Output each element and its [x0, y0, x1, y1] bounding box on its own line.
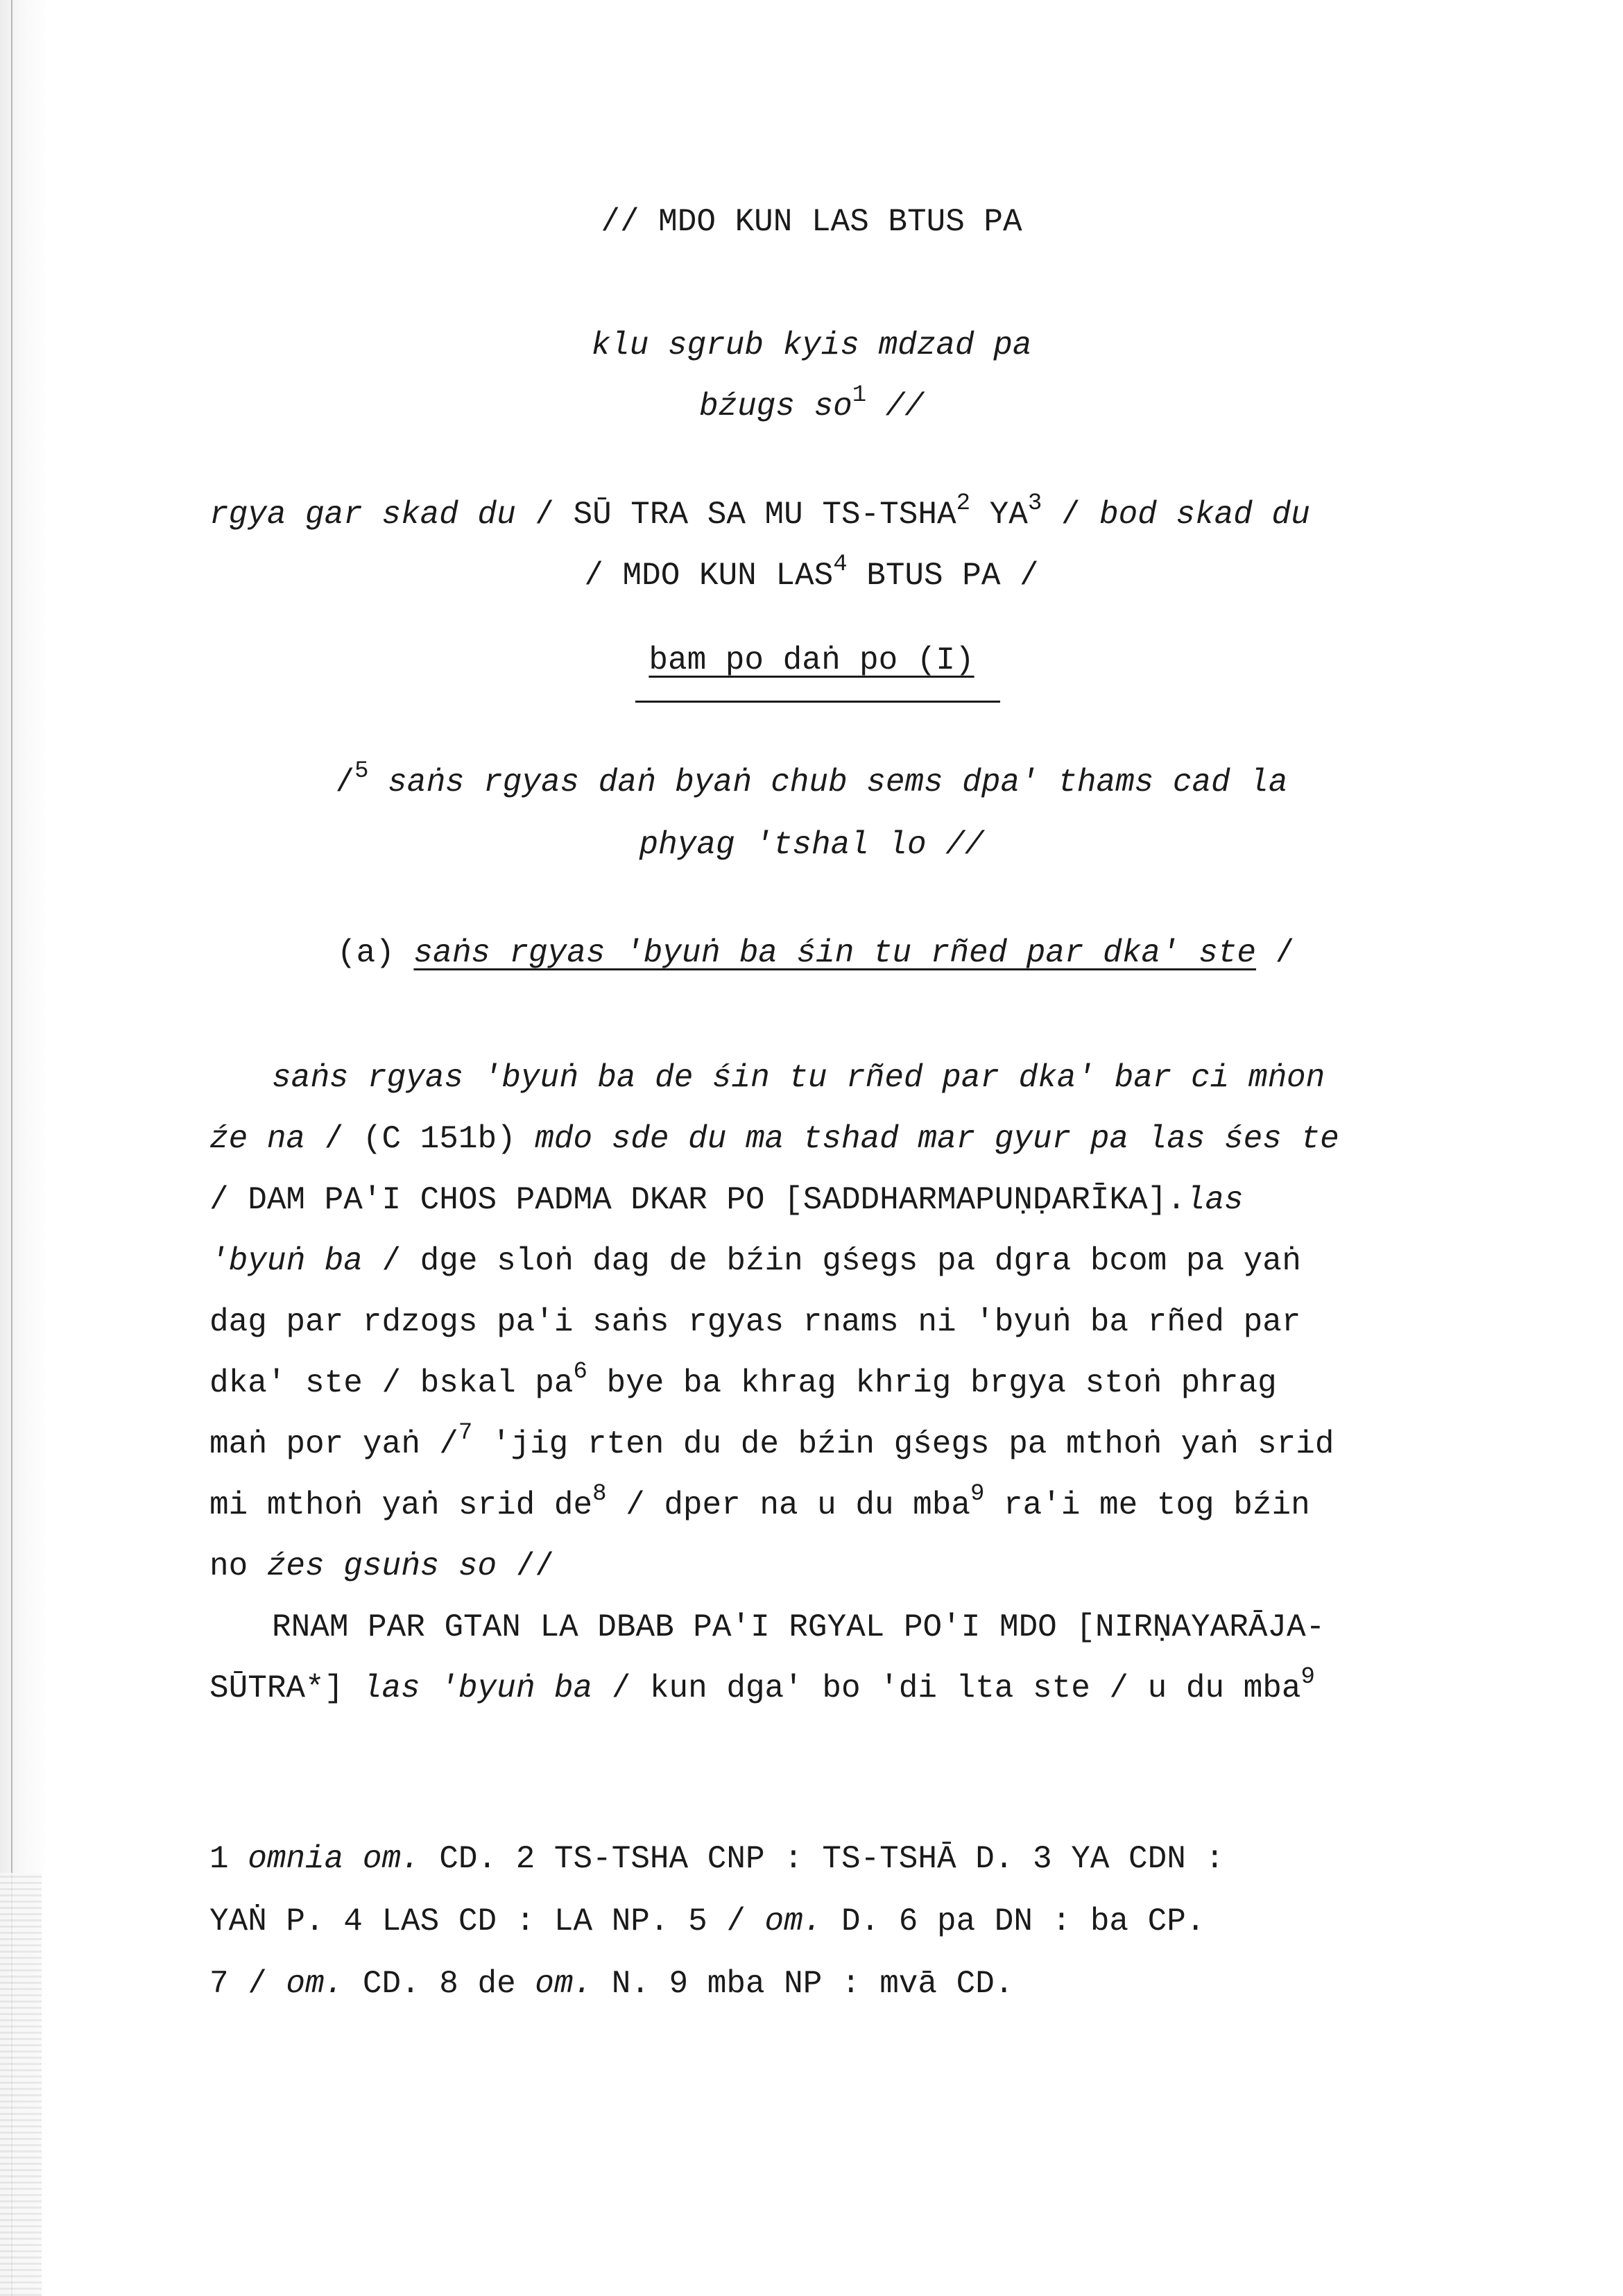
- footnote-line-2: YAṄ P. 4 LAS CD : LA NP. 5 / om. D. 6 pa DN : ba CP.: [209, 1903, 1205, 1939]
- homage-line-1: /$^5$ saṅs rgyas daṅ byaṅ chub sems dpa' thams cad la: [335, 757, 1288, 800]
- scan-edge-noise: [0, 1873, 42, 2296]
- homage-line-2: phyag 'tshal lo //: [639, 827, 984, 863]
- footnote-ref-9b: 9: [1300, 1663, 1315, 1690]
- footnote-ref-4: 4: [833, 551, 848, 578]
- footnote-line-1: 1 omnia om. CD. 2 TS-TSHA CNP : TS-TSHĀ D. 3 YA CDN :: [209, 1841, 1225, 1877]
- body-line-6: dka' ste / bskal $pa^6$ bye ba khrag khrig brgya stoṅ phrag: [209, 1358, 1277, 1401]
- chapter-double-rule: [635, 701, 1000, 703]
- body-line-11: SŪTRA*] las 'byuṅ ba / kun dga' bo 'di lta ste / u du mba$^9$: [209, 1663, 1315, 1706]
- footnote-line-3: 7 / om. CD. 8 de om. N. 9 mba NP : mvā CD.: [209, 1966, 1014, 2002]
- body-line-2: źe na / (C 151b) mdo sde du ma tshad mar gyur pa las śes te: [209, 1121, 1339, 1157]
- body-line-8: mi mthoṅ yaṅ srid $de^8$ / dper na u du mba$^9$ ra'i me tog bźin: [209, 1480, 1310, 1523]
- footnote-ref-7: 7: [458, 1419, 473, 1446]
- text-title: // MDO KUN LAS BTUS PA: [601, 204, 1022, 240]
- section-heading-a: (a) saṅs rgyas 'byuṅ ba śin tu rñed par dka' ste /: [337, 935, 1295, 971]
- body-line-1: saṅs rgyas 'byuṅ ba de śin tu rñed par dka' bar ci mṅon: [272, 1060, 1325, 1096]
- footnote-ref-8: 8: [592, 1480, 607, 1507]
- footnote-ref-6: 6: [573, 1358, 587, 1385]
- footnote-ref-9: 9: [970, 1480, 985, 1507]
- body-line-10: RNAM PAR GTAN LA DBAB PA'I RGYAL PO'I MDO [NIRṆAYARĀJA-: [272, 1609, 1325, 1645]
- footnote-ref-2: 2: [956, 490, 970, 517]
- body-line-5: dag par rdzogs pa'i saṅs rgyas rnams ni 'byuṅ ba rñed par: [209, 1304, 1301, 1340]
- body-line-9: no źes gsuṅs so //: [209, 1548, 554, 1584]
- body-line-7: maṅ por yaṅ /$^7$ 'jig rten du de bźin gśegs pa mthoṅ yaṅ srid: [209, 1419, 1334, 1462]
- chapter-heading: bam po daṅ po (I): [649, 642, 974, 678]
- footnote-ref-5: 5: [354, 757, 369, 785]
- bzugs-line: bźugs $so^1$ //: [698, 382, 925, 425]
- footnote-ref-1: 1: [852, 382, 867, 409]
- skad-line-1: rgya gar skad du / SŪ TRA SA MU TS-TSHA$^2$ $YA^3$ / bod skad du: [209, 490, 1310, 533]
- footnote-ref-3: 3: [1027, 490, 1042, 517]
- body-line-4: 'byuṅ ba / dge sloṅ dag de bźin gśegs pa dgra bcom pa yaṅ: [209, 1243, 1301, 1279]
- body-line-3: / DAM PA'I CHOS PADMA DKAR PO [SADDHARMAPUṆḌARĪKA].las: [209, 1182, 1244, 1218]
- author-line: klu sgrub kyis mdzad pa: [591, 327, 1032, 363]
- skad-line-2: / MDO KUN LAS$^4$ BTUS PA /: [584, 551, 1039, 594]
